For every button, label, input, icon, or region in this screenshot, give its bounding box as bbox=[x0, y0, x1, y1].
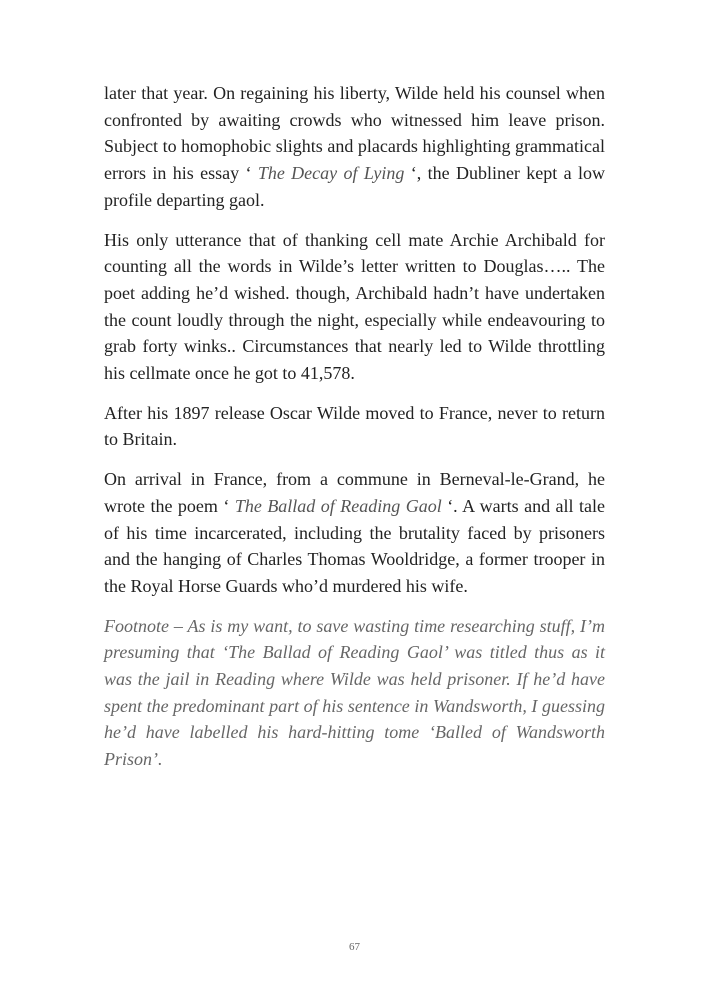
paragraph-ballad-text-1: On arrival in France, from a commune in Berneval-le-Grand, he wrote the poem ‘ bbox=[104, 469, 605, 516]
paragraph-france-move: After his 1897 release Oscar Wilde moved to France, never to return to Britain. bbox=[104, 402, 605, 450]
poem-title: The Ballad of Reading Gaol bbox=[234, 495, 442, 516]
paragraph-release-text-1: later that year. On regaining his liberty, Wilde held his counsel when confronted by awaiting crowds who witnessed him leave prison. Subject to homophobic slights and placards highlighting grammatical errors in his essay ‘ bbox=[104, 83, 605, 184]
footnote: Footnote – As is my want, to save wasting time researching stuff, I’m presuming that ‘The Ballad of Reading Gaol’ was titled thus as it was the jail in Reading where Wilde was held prisoner. If he’d have spent the predominant part of his sentence in Wandsworth, I guessing he’d have labelled his hard-hitting tome ‘Balled of Wandsworth Prison’. bbox=[104, 615, 605, 770]
paragraph-release bbox=[104, 80, 605, 214]
paragraph-ballad-text-2: ‘. A warts and all tale of his time incarcerated, including the brutality faced by prisoners and the hanging of Charles Thomas Wooldridge, a former trooper in the Royal Horse Guards who’d murdered his wife. bbox=[104, 495, 605, 596]
paragraph-cellmate: His only utterance that of thanking cell mate Archie Archibald for counting all the words in Wilde’s letter written to Douglas….. The poet adding he’d wished. though, Archibald hadn’t have undertaken the count loudly through the night, especially while endeavouring to grab forty winks.. Circumstances that nearly led to Wilde throttling his cellmate once he got to 41,578. bbox=[104, 229, 605, 384]
page-number: 67 bbox=[349, 941, 360, 953]
essay-title: The Decay of Lying bbox=[257, 163, 405, 184]
paragraph-release-text-2: ‘, the Dubliner kept a low profile departing gaol. bbox=[104, 163, 606, 210]
paragraph-ballad bbox=[104, 466, 605, 600]
body-text bbox=[104, 80, 605, 786]
